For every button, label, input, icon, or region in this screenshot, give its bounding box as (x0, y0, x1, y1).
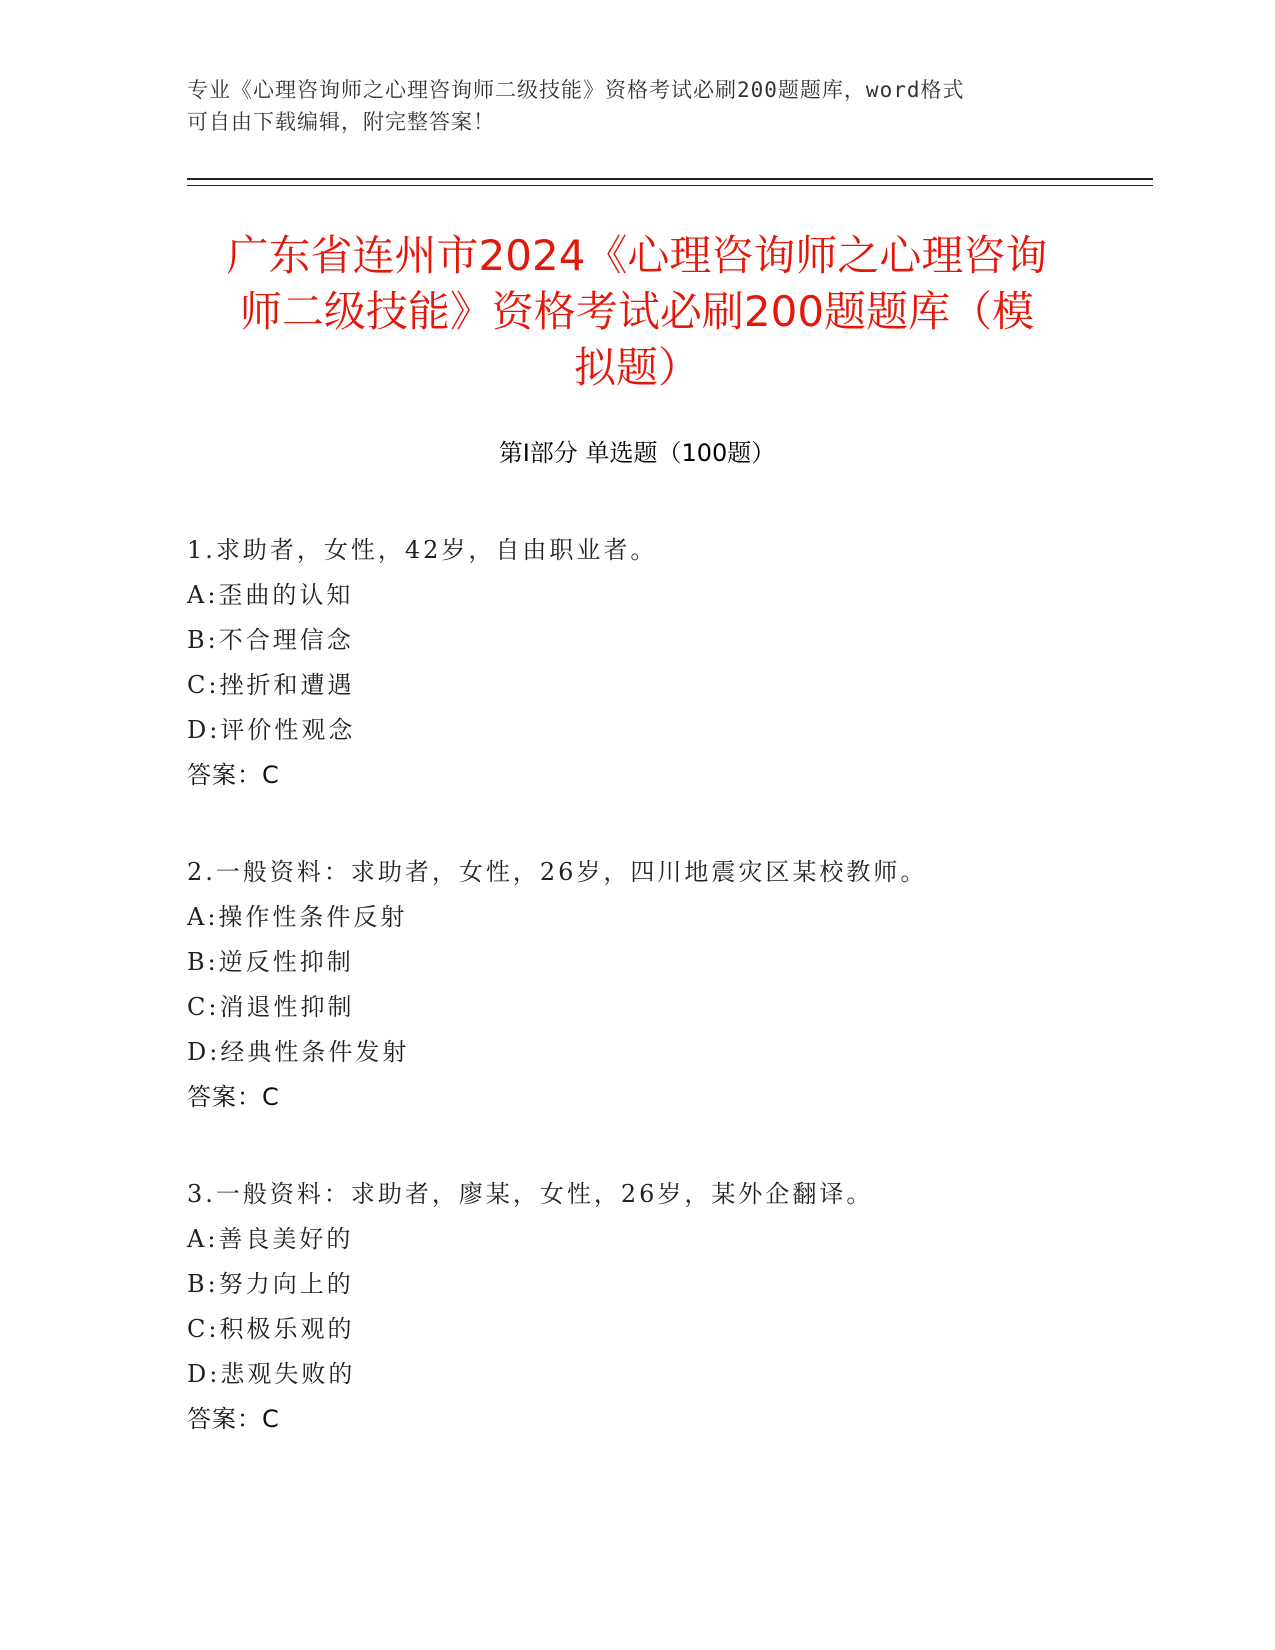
option-c: C:挫折和遭遇 (187, 671, 355, 699)
answer-line: 答案：C (187, 1083, 280, 1111)
answer-line: 答案：C (187, 761, 280, 789)
option-a: A:善良美好的 (187, 1225, 354, 1253)
option-a: A:歪曲的认知 (187, 581, 354, 609)
document-title-line-3: 拟题） (573, 343, 700, 392)
option-c: C:积极乐观的 (187, 1315, 355, 1343)
header-note (187, 74, 1067, 138)
header-divider-thin (187, 185, 1153, 186)
option-b: B:不合理信念 (187, 626, 354, 654)
option-a: A:操作性条件反射 (187, 903, 408, 931)
header-note-line-2: 可自由下载编辑，附完整答案！ (187, 110, 495, 134)
document-title (187, 228, 1087, 396)
question-stem: 2.一般资料：求助者，女性，26岁，四川地震灾区某校教师。 (187, 858, 928, 886)
header-divider-thick (187, 178, 1153, 180)
option-b: B:逆反性抑制 (187, 948, 354, 976)
answer-line: 答案：C (187, 1405, 280, 1433)
option-b: B:努力向上的 (187, 1270, 354, 1298)
section-heading: 第Ⅰ部分 单选题（100题） (498, 439, 776, 467)
option-d: D:悲观失败的 (187, 1360, 356, 1388)
document-title-line-2: 师二级技能》资格考试必刷200题题库（模 (239, 287, 1035, 336)
option-d: D:经典性条件发射 (187, 1038, 410, 1066)
question-item (187, 528, 1147, 798)
option-c: C:消退性抑制 (187, 993, 355, 1021)
option-d: D:评价性观念 (187, 716, 356, 744)
document-title-line-1: 广东省连州市2024《心理咨询师之心理咨询 (226, 231, 1048, 280)
header-note-line-1: 专业《心理咨询师之心理咨询师二级技能》资格考试必刷200题题库，word格式 (187, 78, 965, 102)
question-item (187, 850, 1147, 1120)
question-stem: 1.求助者，女性，42岁，自由职业者。 (187, 536, 658, 564)
question-list (187, 528, 1147, 1494)
question-item (187, 1172, 1147, 1442)
question-stem: 3.一般资料：求助者，廖某，女性，26岁，某外企翻译。 (187, 1180, 874, 1208)
